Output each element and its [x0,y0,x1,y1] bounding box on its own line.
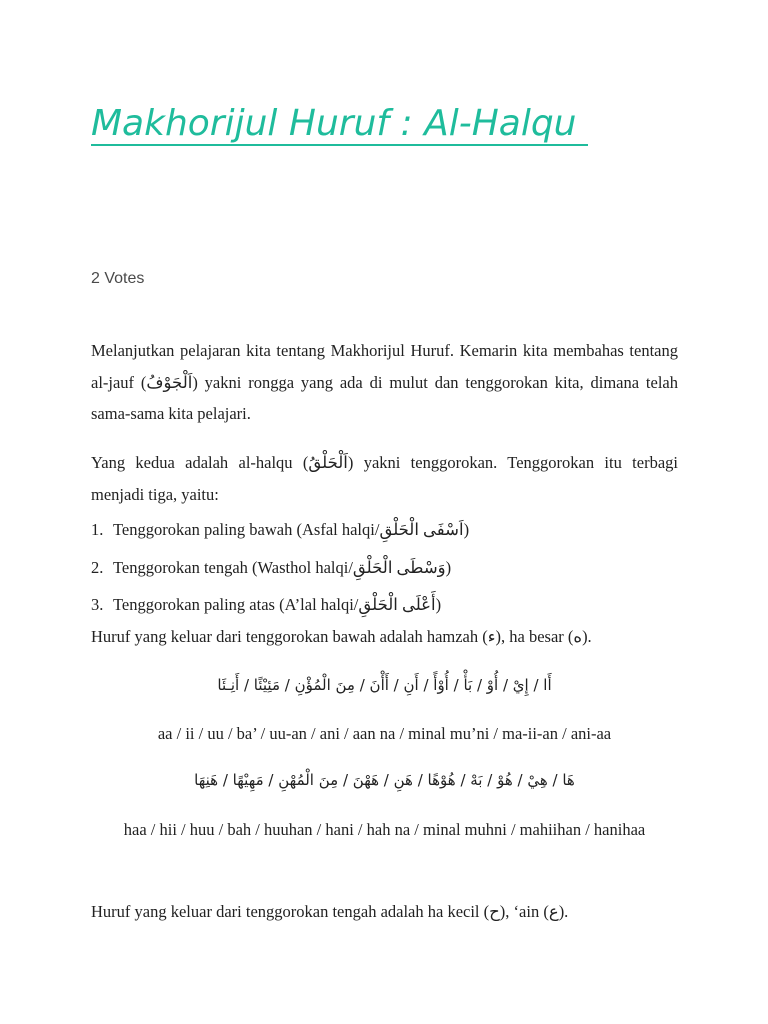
article-title[interactable]: Makhorijul Huruf : Al-Halqu [91,103,577,144]
transliteration-ha: haa / hii / huu / bah / huuhan / hani / hah na / minal muhni / mahiihan / hanihaa [123,820,646,839]
list-item-number: 1. [91,520,104,539]
list-item-number: 3. [91,595,104,614]
list-item-text: Tenggorokan tengah (Wasthol halqi/وَسْطَى الْحَلْقِ) [113,558,452,577]
paragraph-halqu: Yang kedua adalah al-halqu (اَلْحَلْقُ) yakni tenggorokan. Tenggorokan itu terbagi menjadi tiga, yaitu: [91,453,678,504]
list-item [91,519,678,541]
paragraph-lower-throat: Huruf yang keluar dari tenggorokan bawah adalah hamzah (ء), ha besar (ه). [91,627,592,646]
arabic-examples-hamzah [91,669,678,702]
list-item [91,557,678,579]
list-item-text: Tenggorokan paling bawah (Asfal halqi/اَسْفَى الْحَلْقِ) [113,520,470,539]
title-underline [91,144,588,146]
paragraph-intro: Melanjutkan pelajaran kita tentang Makhorijul Huruf. Kemarin kita membahas tentang al-jauf (اَلْجَوْفُ) yakni rongga yang ada di mulut dan tenggorokan kita, dimana telah sama-sama kita pelajari. [91,341,678,423]
arabic-text: أَا / إِيْ / أُوْ / بَأْ / أُوْأً / أَنِ / أَأْنَ / مِنَ الْمُؤْنِ / مَئِيْئًا / أَنِـئَا [217,676,552,694]
list-item-text: Tenggorokan paling atas (A’lal halqi/أَعْلَى الْحَلْقِ) [113,595,442,614]
arabic-text: هَا / هِيْ / هُوْ / بَهْ / هُوْهًا / هَنِ / هَهْنَ / مِنَ الْمُهْنِ / مَهِيْهًا / هَنِهَا [194,771,575,789]
votes-count: 2 Votes [91,270,145,287]
list-item-number: 2. [91,558,104,577]
arabic-examples-ha [91,764,678,797]
transliteration-hamzah: aa / ii / uu / ba’ / uu-an / ani / aan na / minal mu’ni / ma-ii-an / ani-aa [157,724,612,743]
paragraph-middle-throat: Huruf yang keluar dari tenggorokan tengah adalah ha kecil (ح), ‘ain (ع). [91,902,569,921]
list-item [91,594,678,616]
